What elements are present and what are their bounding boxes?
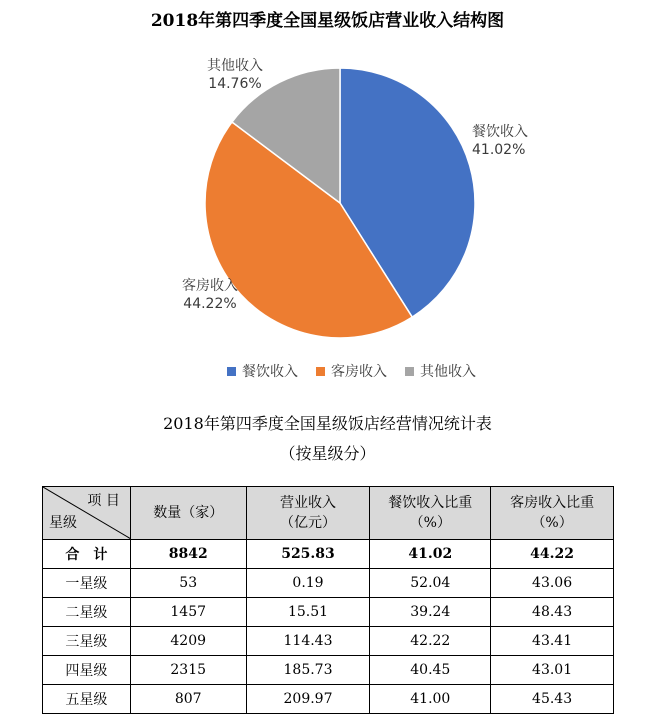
table-cell: 43.06 xyxy=(491,569,614,598)
legend-label-rooms: 客房收入 xyxy=(331,364,387,380)
chart-title: 2018年第四季度全国星级饭店营业收入结构图 xyxy=(150,11,505,31)
table-cell: 0.19 xyxy=(246,569,370,598)
stats-table xyxy=(42,486,614,714)
table-cell: 209.97 xyxy=(246,685,370,714)
legend-swatch-other xyxy=(405,367,414,376)
corner-bottom-label: 星级 xyxy=(49,515,77,531)
legend-item-rooms xyxy=(316,361,387,381)
pie-value-other: 14.76% xyxy=(208,76,262,92)
table-cell: 807 xyxy=(130,685,246,714)
table-cell: 15.51 xyxy=(246,598,370,627)
corner-top-label: 项 目 xyxy=(87,493,120,509)
column-header-line2: （%） xyxy=(531,515,573,531)
pie-label-rooms: 客房收入 xyxy=(182,278,238,294)
table-cell: 1457 xyxy=(130,598,246,627)
pie-label-other: 其他收入 xyxy=(207,58,263,74)
legend-label-other: 其他收入 xyxy=(420,364,476,380)
table-cell: 53 xyxy=(130,569,246,598)
table-cell: 合 计 xyxy=(43,540,131,569)
table-cell: 185.73 xyxy=(246,656,370,685)
table-cell: 41.00 xyxy=(370,685,491,714)
table-cell: 41.02 xyxy=(370,540,491,569)
table-cell: 40.45 xyxy=(370,656,491,685)
table-row xyxy=(43,627,614,656)
table-cell: 48.43 xyxy=(491,598,614,627)
table-cell: 43.41 xyxy=(491,627,614,656)
table-cell: 525.83 xyxy=(246,540,370,569)
table-cell: 42.22 xyxy=(370,627,491,656)
table-cell: 五星级 xyxy=(43,685,131,714)
table-cell: 52.04 xyxy=(370,569,491,598)
column-header-line1: 数量（家） xyxy=(153,505,224,521)
table-cell: 39.24 xyxy=(370,598,491,627)
table-cell: 二星级 xyxy=(43,598,131,627)
table-cell: 四星级 xyxy=(43,656,131,685)
pie-label-dining: 餐饮收入 xyxy=(472,124,528,140)
legend-item-other xyxy=(405,361,476,381)
table-header-row xyxy=(43,487,614,540)
column-header-line1: 餐饮收入比重 xyxy=(388,495,473,511)
table-row xyxy=(43,569,614,598)
table-cell: 2315 xyxy=(130,656,246,685)
column-header-line2: （%） xyxy=(409,515,451,531)
table-title: 2018年第四季度全国星级饭店经营情况统计表 xyxy=(163,414,492,433)
table-cell: 114.43 xyxy=(246,627,370,656)
legend-swatch-rooms xyxy=(316,367,325,376)
table-cell: 44.22 xyxy=(491,540,614,569)
table-row xyxy=(43,685,614,714)
column-header xyxy=(130,487,246,540)
table-cell: 8842 xyxy=(130,540,246,569)
column-header xyxy=(491,487,614,540)
table-subtitle: （按星级分） xyxy=(279,444,376,463)
legend-swatch-dining xyxy=(227,367,236,376)
table-cell: 43.01 xyxy=(491,656,614,685)
pie-value-dining: 41.02% xyxy=(472,142,526,158)
column-header-line1: 营业收入 xyxy=(280,495,336,511)
legend-label-dining: 餐饮收入 xyxy=(242,364,298,380)
legend-item-dining xyxy=(227,361,298,381)
table-row-total xyxy=(43,540,614,569)
table-cell: 一星级 xyxy=(43,569,131,598)
corner-header-cell xyxy=(43,487,131,540)
column-header xyxy=(370,487,491,540)
pie-value-rooms: 44.22% xyxy=(183,296,237,312)
table-cell: 45.43 xyxy=(491,685,614,714)
table-cell: 4209 xyxy=(130,627,246,656)
column-header xyxy=(246,487,370,540)
table-row xyxy=(43,656,614,685)
chart-legend xyxy=(227,361,476,381)
column-header-line1: 客房收入比重 xyxy=(510,495,595,511)
table-row xyxy=(43,598,614,627)
table-cell: 三星级 xyxy=(43,627,131,656)
column-header-line2: （亿元） xyxy=(280,515,336,531)
